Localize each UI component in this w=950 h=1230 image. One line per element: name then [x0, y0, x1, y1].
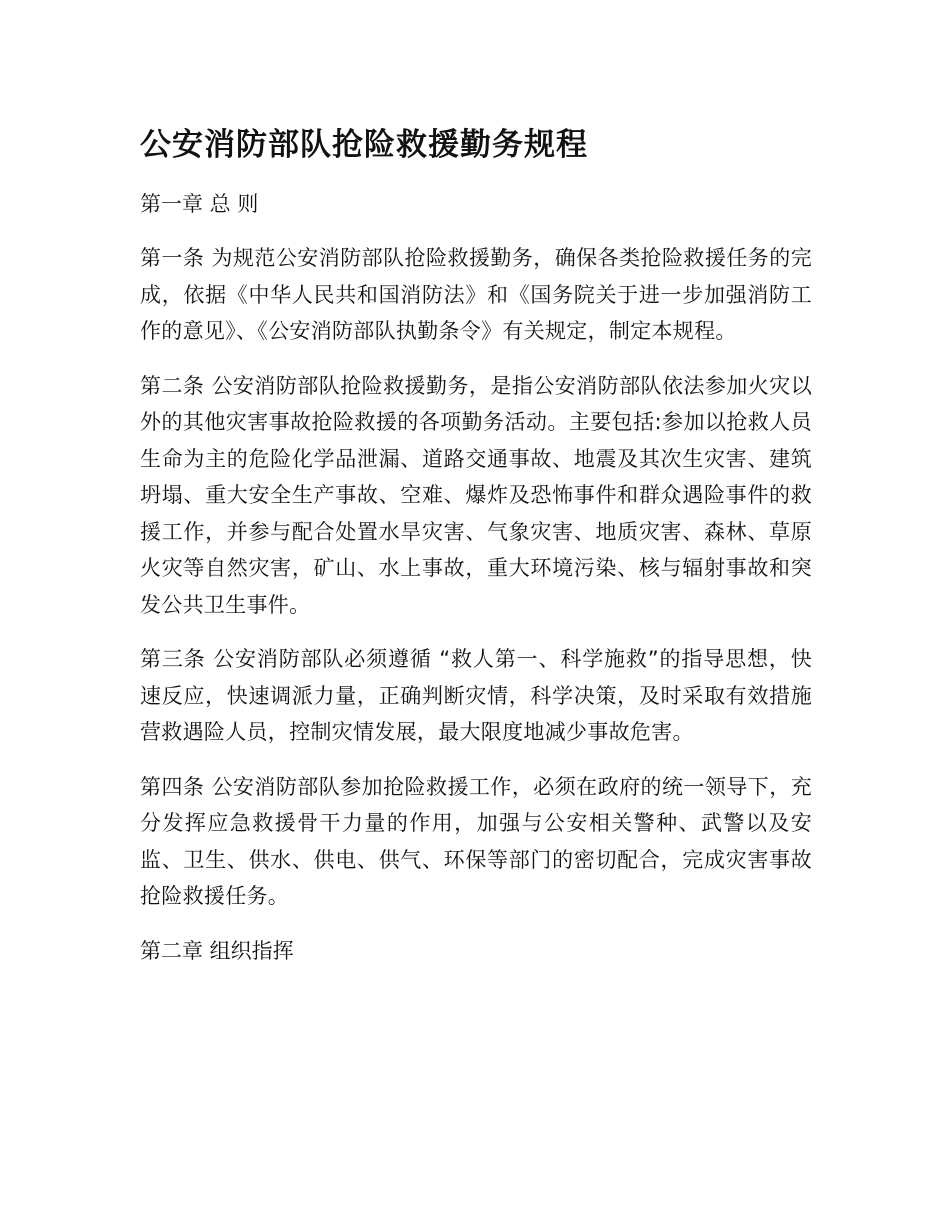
document-page — [140, 122, 812, 987]
chapter-heading-1: 第一章 总 则 — [140, 192, 259, 216]
chapter-heading-2: 第二章 组织指挥 — [140, 938, 294, 963]
article-1: 第一条 为规范公安消防部队抢险救援勤务，确保各类抢险救援任务的完成，依据《中华人民共和国消防法》和《国务院关于进一步加强消防工作的意见》、《公安消防部队执勤条令》有关规定，制定本规程。 — [140, 246, 812, 343]
article-4: 第四条 公安消防部队参加抢险救援工作，必须在政府的统一领导下，充分发挥应急救援骨干力量的作用，加强与公安相关警种、武警以及安监、卫生、供水、供电、供气、环保等部门的密切配合，完成灾害事故抢险救援任务。 — [140, 774, 812, 908]
document-title: 公安消防部队抢险救援勤务规程 — [140, 127, 588, 163]
article-2: 第二条 公安消防部队抢险救援勤务，是指公安消防部队依法参加火灾以外的其他灾害事故抢险救援的各项勤务活动。主要包括:参加以抢救人员生命为主的危险化学品泄漏、道路交通事故、地震及其次生灾害、建筑坍塌、重大安全生产事故、空难、爆炸及恐怖事件和群众遇险事件的救援工作，并参与配合处置水旱灾害、气象灾害、地质灾害、森林、草原火灾等自然灾害，矿山、水上事故，重大环境污染、核与辐射事故和突发公共卫生事件。 — [140, 373, 812, 617]
article-3: 第三条 公安消防部队必须遵循 “救人第一、科学施救”的指导思想，快速反应，快速调派力量，正确判断灾情，科学决策，及时采取有效措施营救遇险人员，控制灾情发展，最大限度地减少事故危害。 — [140, 647, 812, 744]
